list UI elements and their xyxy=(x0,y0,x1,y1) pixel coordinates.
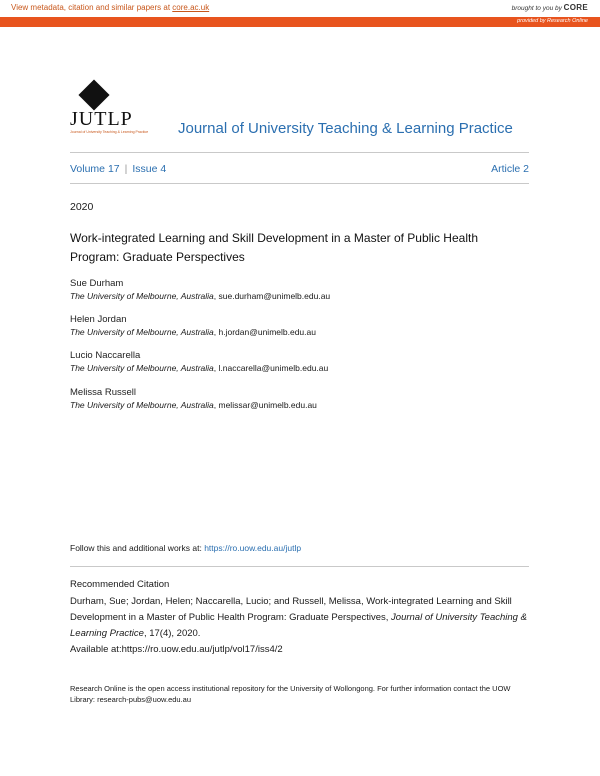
citation-text: Durham, Sue; Jordan, Helen; Naccarella, Lucio; and Russell, Melissa, Work-integrated Learning and Skill Development in a Master of Public Health Program: Graduate Perspectives, xyxy=(70,596,512,623)
volume-link[interactable]: Volume 17 xyxy=(70,163,120,175)
publication-year: 2020 xyxy=(70,201,94,213)
repository-footer: Research Online is the open access institutional repository for the University of Wollongong. For further information contact the UOW Library: research-pubs@uow.edu.au xyxy=(70,684,511,704)
author-name: Lucio Naccarella xyxy=(70,350,141,361)
logo-tagline: Journal of University Teaching & Learning Practice xyxy=(70,130,149,134)
author-affiliation xyxy=(70,290,330,302)
citation-journal: Journal of University Teaching & Learning Practice xyxy=(70,612,527,639)
affiliation-text: The University of Melbourne, Australia xyxy=(70,363,214,373)
author-name: Helen Jordan xyxy=(70,314,127,325)
author-name: Melissa Russell xyxy=(70,387,136,398)
available-at[interactable]: Available at:https://ro.uow.edu.au/jutlp/vol17/iss4/2 xyxy=(70,644,283,655)
separator: | xyxy=(124,163,128,175)
provided-by-bar xyxy=(0,17,600,27)
divider xyxy=(70,152,529,153)
core-ac-uk-link[interactable]: core.ac.uk xyxy=(172,3,210,12)
journal-title[interactable]: Journal of University Teaching & Learning Practice xyxy=(178,120,513,137)
jutlp-link[interactable]: https://ro.uow.edu.au/jutlp xyxy=(204,543,302,553)
logo-word: JUTLP xyxy=(70,108,133,130)
core-brand[interactable] xyxy=(512,3,588,12)
author-email: , l.naccarella@unimelb.edu.au xyxy=(213,363,329,373)
affiliation-text: The University of Melbourne, Australia xyxy=(70,400,214,410)
author-email: , sue.durham@unimelb.edu.au xyxy=(213,291,331,301)
affiliation-text: The University of Melbourne, Australia xyxy=(70,291,214,301)
metadata-text: View metadata, citation and similar papers at xyxy=(11,3,173,12)
follow-text: Follow this and additional works at: xyxy=(70,543,205,553)
author-affiliation xyxy=(70,362,328,374)
jutlp-logo xyxy=(70,84,149,136)
issue-line xyxy=(70,163,529,175)
core-logo: CORE xyxy=(563,3,588,12)
citation-volume: , 17(4), 2020. xyxy=(143,628,201,639)
provided-by-text[interactable]: provided by Research Online xyxy=(517,18,588,24)
author-entry xyxy=(70,387,317,411)
follow-line xyxy=(70,543,301,553)
divider xyxy=(70,183,529,184)
author-email: , h.jordan@unimelb.edu.au xyxy=(213,327,316,337)
author-entry xyxy=(70,350,328,374)
author-entry xyxy=(70,278,330,302)
author-affiliation xyxy=(70,326,316,338)
brought-by-text: brought to you by xyxy=(511,5,562,12)
article-link[interactable]: Article 2 xyxy=(491,163,529,175)
recommended-citation-heading: Recommended Citation xyxy=(70,579,170,590)
core-banner xyxy=(0,0,600,17)
metadata-link[interactable] xyxy=(11,3,209,12)
citation-block xyxy=(70,594,532,658)
logo-diamond-icon xyxy=(78,79,109,110)
affiliation-text: The University of Melbourne, Australia xyxy=(70,327,214,337)
paper-title: Work-integrated Learning and Skill Development in a Master of Public Health Program: Graduate Perspectives xyxy=(70,231,478,264)
issue-link[interactable]: Issue 4 xyxy=(132,163,167,175)
author-entry xyxy=(70,314,316,338)
author-email: , melissar@unimelb.edu.au xyxy=(213,400,317,410)
author-name: Sue Durham xyxy=(70,278,124,289)
author-affiliation xyxy=(70,399,317,411)
divider xyxy=(70,566,529,567)
